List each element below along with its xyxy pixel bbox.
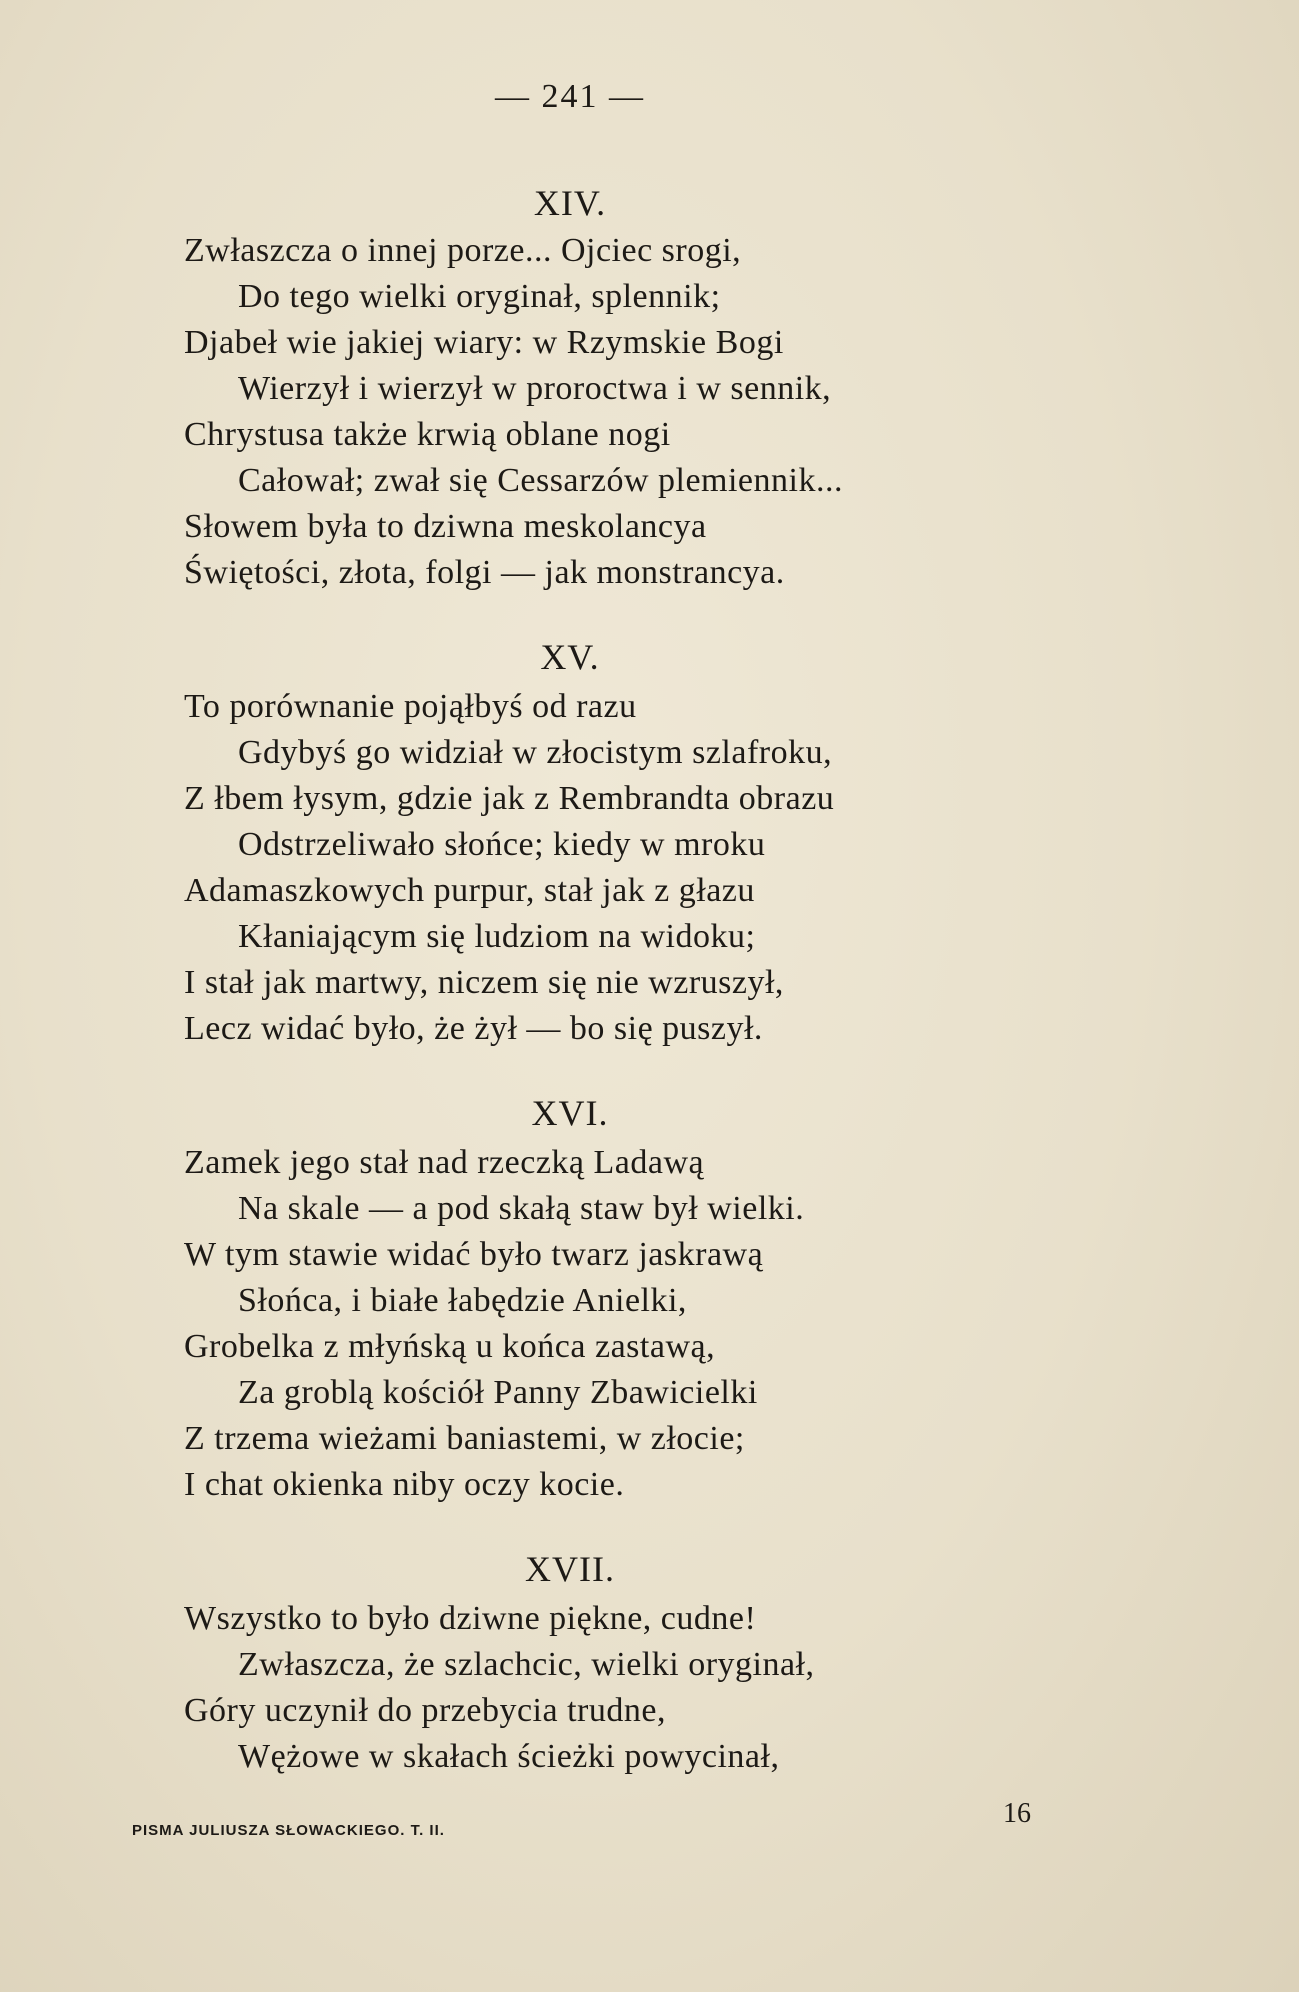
verse-line: Świętości, złota, folgi — jak monstrancya.: [184, 554, 785, 591]
verse-line: Słowem była to dziwna meskolancya: [184, 508, 707, 545]
verse-line: Djabeł wie jakiej wiary: w Rzymskie Bogi: [184, 324, 784, 361]
stanza-text: [0, 684, 834, 1052]
page-number: — 241 —: [495, 78, 645, 115]
verse-line: Na skale — a pod skałą staw był wielki.: [238, 1190, 805, 1227]
verse-line: Do tego wielki oryginał, splennik;: [238, 278, 721, 315]
verse-line: Całował; zwał się Cessarzów plemiennik...: [238, 462, 843, 499]
verse-line: Lecz widać było, że żył — bo się puszył.: [184, 1010, 763, 1047]
verse-line: Z trzema wieżami baniastemi, w złocie;: [184, 1420, 745, 1457]
verse-line: Z łbem łysym, gdzie jak z Rembrandta obrazu: [184, 780, 835, 817]
verse-line: Zwłaszcza, że szlachcic, wielki oryginał,: [238, 1646, 815, 1683]
stanza-heading: XVI.: [531, 1093, 609, 1133]
verse-line: To porównanie pojąłbyś od razu: [184, 688, 637, 725]
sheet-number: 16: [1003, 1798, 1031, 1829]
verse-line: Adamaszkowych purpur, stał jak z głazu: [184, 872, 755, 909]
verse-line: Góry uczynił do przebycia trudne,: [184, 1692, 666, 1729]
verse-line: Grobelka z młyńską u końca zastawą,: [184, 1328, 716, 1365]
verse-line: Za groblą kościół Panny Zbawicielki: [238, 1374, 758, 1411]
verse-line: Wężowe w skałach ścieżki powycinał,: [238, 1738, 780, 1775]
stanza-heading: XVII.: [525, 1549, 615, 1589]
verse-line: Wszystko to było dziwne piękne, cudne!: [184, 1600, 757, 1637]
verse-line: Wierzył i wierzył w proroctwa i w sennik,: [238, 370, 832, 407]
verse-line: Kłaniającym się ludziom na widoku;: [238, 918, 756, 955]
verse-line: I chat okienka niby oczy kocie.: [184, 1466, 625, 1503]
stanza-text: [0, 228, 843, 596]
verse-line: Chrystusa także krwią oblane nogi: [184, 416, 671, 453]
stanza-text: [0, 1140, 804, 1508]
verse-line: Zwłaszcza o innej porze... Ojciec srogi,: [184, 232, 742, 269]
stanza-heading: XIV.: [533, 183, 607, 223]
stanza-heading: XV.: [540, 637, 600, 677]
printer-signature: PISMA JULIUSZA SŁOWACKIEGO. T. II.: [132, 1822, 445, 1839]
verse-line: W tym stawie widać było twarz jaskrawą: [184, 1236, 764, 1273]
verse-line: Gdybyś go widział w złocistym szlafroku,: [238, 734, 833, 771]
verse-line: Zamek jego stał nad rzeczką Ladawą: [184, 1144, 705, 1181]
verse-line: Odstrzeliwało słońce; kiedy w mroku: [238, 826, 766, 863]
stanza-text: [0, 1596, 815, 1780]
verse-line: Słońca, i białe łabędzie Anielki,: [238, 1282, 687, 1319]
verse-line: I stał jak martwy, niczem się nie wzruszył,: [184, 964, 784, 1001]
